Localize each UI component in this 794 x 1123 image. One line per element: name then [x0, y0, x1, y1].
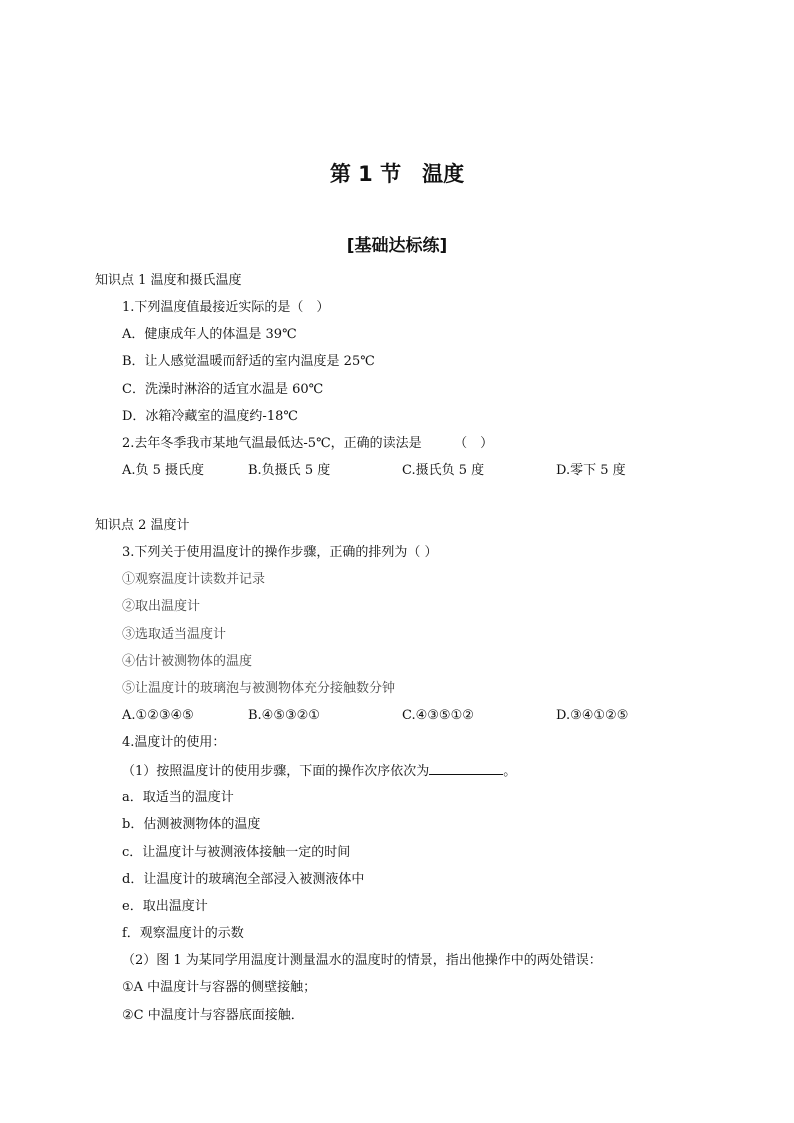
- answer-blank: [429, 763, 503, 775]
- question-1-option-c: C．洗澡时淋浴的适宜水温是 60℃: [122, 382, 324, 397]
- question-2-option-d: D.零下 5 度: [556, 463, 626, 478]
- knowledge-point-1: 知识点 1 温度和摄氏温度: [95, 273, 242, 288]
- question-3-option-c: C.④③⑤①②: [402, 708, 474, 723]
- question-4-answer-1: ①A 中温度计与容器的侧壁接触；: [122, 980, 317, 995]
- question-4-part-1-suffix: 。: [503, 764, 517, 779]
- question-1-option-d: D．冰箱冷藏室的温度约-18℃: [122, 409, 298, 424]
- question-3-option-b: B.④⑤③②①: [248, 708, 320, 723]
- question-3-step: ④估计被测物体的温度: [122, 654, 253, 669]
- question-3-step: ⑤让温度计的玻璃泡与被测物体充分接触数分钟: [122, 681, 396, 696]
- question-4-part-1-text: （1）按照温度计的使用步骤，下面的操作次序依次为: [122, 764, 430, 779]
- question-3-step: ③选取适当温度计: [122, 627, 227, 642]
- question-2-option-a: A.负 5 摄氏度: [122, 463, 205, 478]
- question-3-step: ①观察温度计读数并记录: [122, 572, 266, 587]
- question-4-stem: 4.温度计的使用：: [122, 735, 226, 750]
- question-3-step: ②取出温度计: [122, 599, 201, 614]
- question-4-step-b: b．估测被测物体的温度: [122, 817, 261, 832]
- question-1-stem: 1.下列温度值最接近实际的是（ ）: [122, 300, 330, 315]
- knowledge-point-2: 知识点 2 温度计: [95, 518, 190, 533]
- question-4-step-d: d．让温度计的玻璃泡全部浸入被测液体中: [122, 872, 365, 887]
- question-4-part-1: [122, 763, 516, 780]
- question-1-option-a: A．健康成年人的体温是 39℃: [122, 327, 297, 342]
- section-subtitle: [基础达标练]: [346, 236, 448, 256]
- question-3-option-d: D.③④①②⑤: [556, 708, 629, 723]
- page-title: 第 1 节 温度: [329, 162, 465, 186]
- question-2-stem: 2.去年冬季我市某地气温最低达-5℃，正确的读法是 （ ）: [122, 436, 494, 451]
- question-4-part-2: （2）图 1 为某同学用温度计测量温水的温度时的情景，指出他操作中的两处错误：: [122, 953, 602, 968]
- question-4-step-a: a．取适当的温度计: [122, 790, 234, 805]
- question-3-stem: 3.下列关于使用温度计的操作步骤，正确的排列为（ ）: [122, 545, 438, 560]
- question-4-step-e: e．取出温度计: [122, 899, 208, 914]
- question-4-step-f: f．观察温度计的示数: [122, 926, 244, 941]
- question-1-option-b: B．让人感觉温暖而舒适的室内温度是 25℃: [122, 354, 375, 369]
- question-2-option-c: C.摄氏负 5 度: [402, 463, 485, 478]
- question-4-step-c: c．让温度计与被测液体接触一定的时间: [122, 845, 351, 860]
- question-4-answer-2: ②C 中温度计与容器底面接触．: [122, 1008, 304, 1023]
- question-2-option-b: B.负摄氏 5 度: [248, 463, 331, 478]
- question-3-option-a: A.①②③④⑤: [122, 708, 194, 723]
